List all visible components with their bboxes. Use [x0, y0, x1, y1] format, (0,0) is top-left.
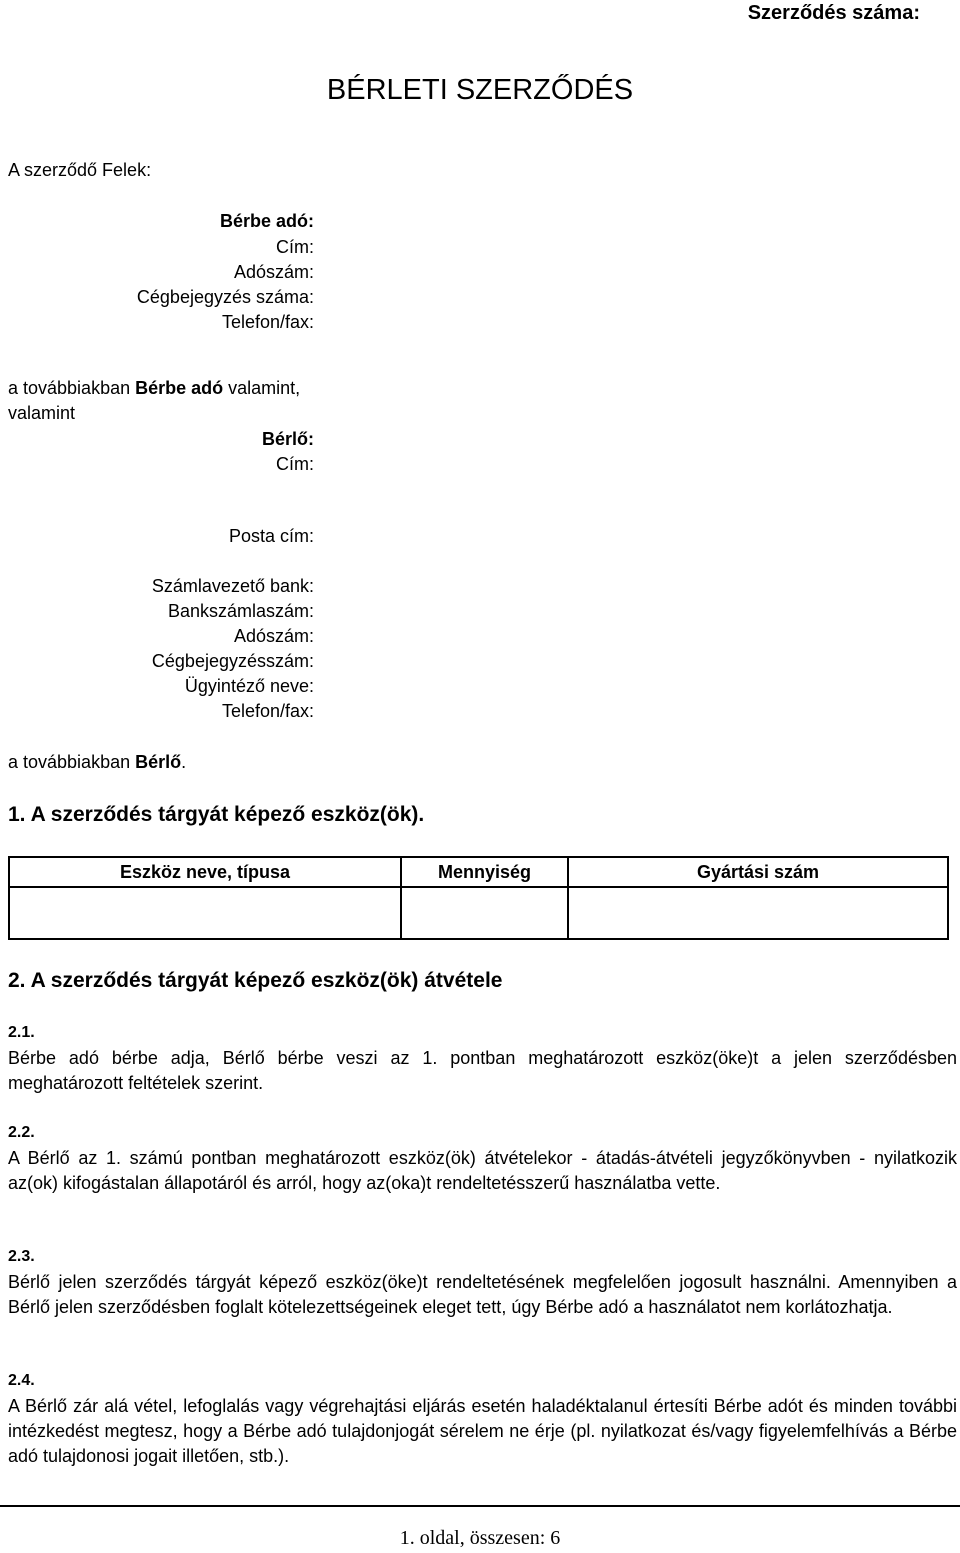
lessee-contact-label: Ügyintéző neve:: [184, 676, 314, 696]
clause-2-3-text: Bérlő jelen szerződés tárgyát képező eszköz(öke)t rendeltetésének megfelelően jogosult használni. Amennyiben a Bérlő jelen szerződésben foglalt kötelezettségeinek eleget tett, úgy Bérbe adó a használatot nem korlátozhatja.: [8, 1272, 957, 1317]
section1-title: 1. A szerződés tárgyát képező eszköz(ök).: [8, 803, 425, 826]
lessee-postal-label: Posta cím:: [228, 526, 314, 546]
lessor-phone-label: Telefon/fax:: [221, 312, 314, 332]
lessor-address-label: Cím:: [276, 237, 314, 257]
lessee-company-reg-label: Cégbejegyzésszám:: [151, 651, 314, 671]
clause-2-4-number: 2.4.: [8, 1372, 35, 1389]
lessee-reference: [8, 750, 186, 774]
clause-2-2-text: A Bérlő az 1. számú pontban meghatározott eszköz(ök) átvételekor - átadás-átvételi jegyzőkönyvben - nyilatkozik az(ok) kifogástalan állapotáról és arról, hogy az(oka)t rendeltetésszerű használatba vette.: [8, 1148, 957, 1193]
lessee-phone-label: Telefon/fax:: [221, 701, 314, 721]
lessee-ref-name: Bérlő: [135, 752, 182, 772]
clause-2-3-number: 2.3.: [8, 1248, 35, 1265]
equipment-table-header: [9, 857, 948, 887]
lessor-ref-line2: valamint: [8, 403, 76, 423]
serial-number-cell[interactable]: [568, 887, 948, 939]
lessee-ref-prefix: a továbbiakban: [8, 752, 136, 772]
quantity-cell[interactable]: [401, 887, 568, 939]
lessor-reference: [8, 376, 300, 400]
table-row: [9, 887, 948, 939]
lessor-company-reg-label: Cégbejegyzés száma:: [136, 287, 314, 307]
footer-divider: [0, 1505, 960, 1507]
clause-2-4-text: A Bérlő zár alá vétel, lefoglalás vagy végrehajtási eljárás esetén haladéktalanul értesíti Bérbe adót és minden további intézkedést megtesz, hogy a Bérbe adó tulajdonjogát sérelem ne érje (pl. nyilatkozat és/vagy figyelemfelhívás a Bérbe adó tulajdonosi jogait illetően, stb.).: [8, 1396, 957, 1466]
clause-2-1-number: 2.1.: [8, 1024, 35, 1041]
column-equipment-name: Eszköz neve, típusa: [9, 857, 401, 887]
lessee-bank-label: Számlavezető bank:: [151, 576, 314, 596]
lessee-heading: Bérlő:: [261, 429, 314, 449]
lessee-address-label: Cím:: [276, 454, 314, 474]
lessee-account-label: Bankszámlaszám:: [167, 601, 314, 621]
section2-title: 2. A szerződés tárgyát képező eszköz(ök) átvétele: [8, 969, 503, 992]
page-number: 1. oldal, összesen: 6: [399, 1527, 561, 1549]
lessee-tax-number-label: Adószám:: [233, 626, 314, 646]
clause-2-1-text: Bérbe adó bérbe adja, Bérlő bérbe veszi az 1. pontban meghatározott eszköz(öke)t a jelen szerződésben meghatározott feltételek szerint.: [8, 1048, 957, 1093]
lessor-ref-suffix: valamint,: [223, 378, 301, 398]
clause-2-2-number: 2.2.: [8, 1124, 35, 1141]
parties-intro: A szerződő Felek:: [8, 160, 152, 180]
document-title: BÉRLETI SZERZŐDÉS: [326, 74, 634, 106]
equipment-table: [8, 856, 949, 940]
lessor-ref-name: Bérbe adó: [135, 378, 224, 398]
column-quantity: Mennyiség: [401, 857, 568, 887]
column-serial-number: Gyártási szám: [568, 857, 948, 887]
equipment-name-cell[interactable]: [9, 887, 401, 939]
contract-number-label: Szerződés száma:: [747, 2, 920, 24]
lessor-ref-prefix: a továbbiakban: [8, 378, 136, 398]
lessee-ref-suffix: .: [181, 752, 187, 772]
lessor-tax-number-label: Adószám:: [233, 262, 314, 282]
lessor-heading: Bérbe adó:: [219, 211, 314, 231]
